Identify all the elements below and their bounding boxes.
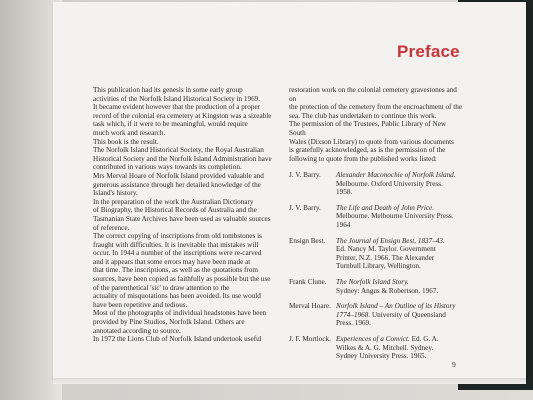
reference-item — [289, 171, 463, 197]
paragraph: restoration work on the colonial cemetery gravestones and on the protection of the cemetery from the encroachment of the sea. The club has undertaken to continue this work. — [289, 86, 463, 120]
reference-item — [289, 237, 463, 271]
page-edge — [53, 378, 526, 384]
reference-item — [289, 335, 463, 361]
reference-text — [336, 204, 463, 230]
reference-details: Ed. G. A. Wilkes & A. G. Mitchell. Sydney. Sydney University Press. 1965. — [336, 334, 439, 361]
reference-text — [336, 171, 463, 197]
paragraph: Most of the photographs of individual headstones have been provided by Pine Studios, Norfolk Island. Others are annotated according to source. — [93, 309, 267, 335]
reference-item — [289, 204, 463, 230]
left-text-column — [93, 86, 279, 344]
reference-author: J. F. Mortlock. — [289, 334, 331, 343]
page-number: 9 — [452, 360, 456, 369]
reference-text — [336, 278, 463, 295]
reference-author: J. V. Barry. — [289, 203, 321, 212]
reference-text — [336, 237, 463, 271]
reference-work: Alexander Maconochie of Norfolk Island. — [336, 171, 456, 179]
paragraph: The Norfolk Island Historical Society, the Royal Australian Historical Society and the Norfolk Island Administration have contributed in various ways towards its completion. — [93, 146, 272, 172]
reference-details: Melbourne. Melbourne University Press. 1964 — [336, 212, 454, 229]
reference-item — [289, 302, 463, 328]
reference-item — [289, 278, 463, 295]
reference-work: The Journal of Ensign Best, 1837–43. — [336, 236, 445, 245]
reference-author: Ensign Best. — [289, 236, 326, 245]
reference-work: The Norfolk Island Story. — [336, 277, 409, 286]
page-title: Preface — [397, 42, 460, 61]
paragraph: Mrs Merval Hoare of Norfolk Island provided valuable and generous assistance through her detailed knowledge of the Island's history. — [93, 171, 264, 198]
paragraph: The permission of the Trustees, Public Library of New South Wales (Dixson Library) to quote from various documents is gratefully acknowledged, as is the permission of the following to quote from the published works listed: — [289, 120, 454, 163]
reference-work: Norfolk Island – An Outline of its History 1774–1968. — [336, 302, 456, 319]
paragraph: The correct copying of inscriptions from old tombstones is fraught with difficulties. It is inevitable that mistakes will occur. In 1944 a number of the inscriptions were re-carved and it appears that some errors may have been made at that time. The inscriptions, as well as the quotations from sources, have been copied as faithfully as possible but the use of the parenthetical 'sic' to draw attention to the actuality of misquotations has been avoided. Its use would have been repetitive and tedious. — [93, 232, 271, 309]
reference-author: Frank Clune. — [289, 277, 327, 286]
reference-work: Experiences of a Convict. — [336, 334, 410, 343]
reference-text — [336, 335, 463, 361]
reference-text — [336, 302, 463, 328]
reference-details: Melbourne. Oxford University Press. 1958. — [336, 179, 443, 197]
paragraph: In 1972 the Lions Club of Norfolk Island undertook useful — [93, 335, 262, 344]
reference-details: Sydney: Angus & Robertson. 1967. — [336, 286, 439, 295]
reference-list — [289, 171, 463, 368]
paragraph: This publication had its genesis in some early group activities of the Norfolk Island Historical Society in 1969. It became evident however that the production of a proper record of the colonial era cemetery at Kingston was a sizeable task which, if it were to be meaningful, would require much work and research. — [93, 86, 272, 137]
reference-details: University of Queensland Press. 1969. — [336, 310, 446, 328]
reference-work: The Life and Death of John Price. — [336, 203, 435, 212]
paragraph: In the preparation of the work the Australian Dictionary of Biography, the Historical Records of Australia and the Tasmanian State Archives have been used as valuable sources of reference. — [93, 197, 271, 232]
paragraph: This book is the result. — [93, 137, 159, 146]
reference-details: Ed. Nancy M. Taylor. Government Printer, N.Z. 1966. The Alexander Turnbull Library, Wellington. — [336, 245, 436, 271]
right-text-column — [289, 86, 463, 163]
reference-author: Merval Hoare. — [289, 302, 331, 311]
reference-author: J. V. Barry. — [289, 171, 321, 179]
